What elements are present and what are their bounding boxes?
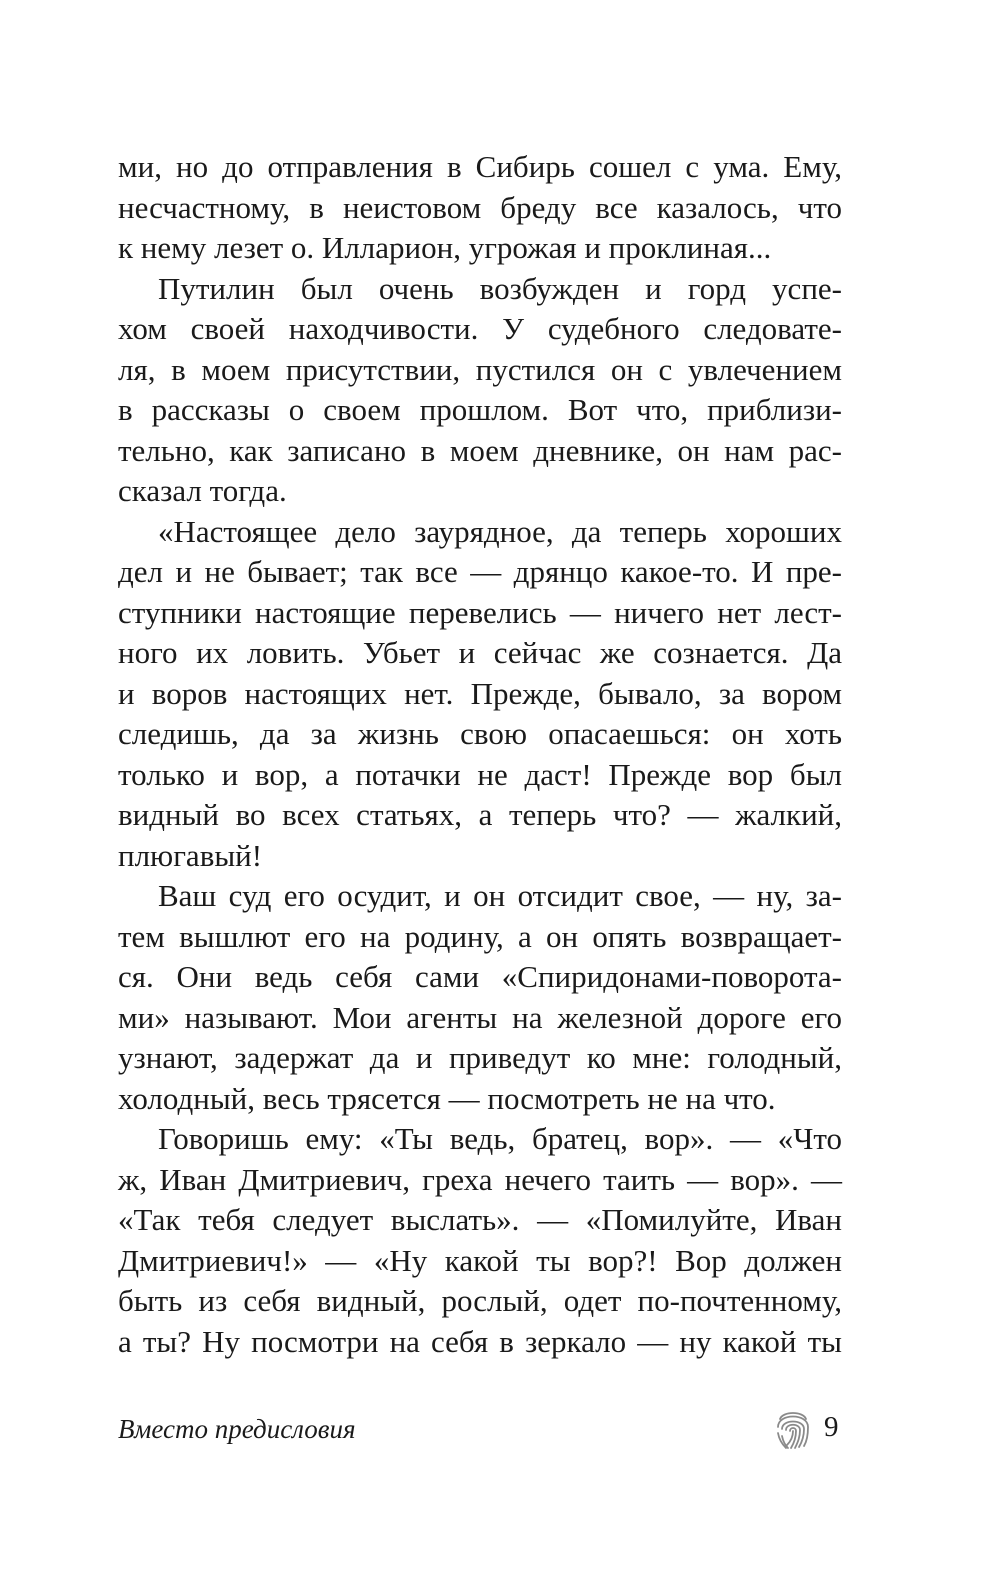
text-line: ся. Они ведь себя сами «Спиридонами-поворота- xyxy=(118,959,842,994)
text-line: ступники настоящие перевелись — ничего нет лест- xyxy=(118,594,842,630)
body-text xyxy=(118,147,842,1362)
text-line: хом своей находчивости. У судебного следовате- xyxy=(118,311,842,346)
page-number: 9 xyxy=(824,1411,839,1443)
text-line: ми, но до отправления в Сибирь сошел с ума. Ему, xyxy=(118,149,842,184)
fingerprint-icon xyxy=(774,1405,812,1451)
text-line: и воров настоящих нет. Прежде, бывало, за вором xyxy=(118,675,842,711)
text-line: ж, Иван Дмитриевич, греха нечего таить — вор». — xyxy=(118,1161,842,1197)
text-line: к нему лезет о. Илларион, угрожая и проклиная... xyxy=(118,230,772,265)
text-line: видный во всех статьях, а теперь что? — жалкий, xyxy=(118,797,842,832)
text-line: следишь, да за жизнь свою опасаешься: он хоть xyxy=(118,716,842,751)
text-line: Ваш суд его осудит, и он отсидит свое, — ну, за- xyxy=(158,878,842,913)
text-line: только и вор, а потачки не даст! Прежде вор был xyxy=(118,756,842,792)
text-line: Путилин был очень возбужден и горд успе- xyxy=(158,270,842,306)
text-line: ми» называют. Мои агенты на железной дороге его xyxy=(118,999,842,1035)
text-line: тельно, как записано в моем дневнике, он нам рас- xyxy=(118,432,842,468)
text-line: тем вышлют его на родину, а он опять возвращает- xyxy=(118,918,842,954)
text-line: узнают, задержат да и приведут ко мне: голодный, xyxy=(118,1040,842,1075)
text-line: несчастному, в неистовом бреду все казалось, что xyxy=(118,189,842,225)
text-line: холодный, весь трясется — посмотреть не на что. xyxy=(118,1080,776,1116)
text-line: ного их ловить. Убьет и сейчас же сознается. Да xyxy=(118,635,842,670)
text-line: ля, в моем присутствии, пустился он с увлечением xyxy=(118,351,842,387)
text-line: «Настоящее дело заурядное, да теперь хороших xyxy=(158,513,842,549)
text-line: а ты? Ну посмотри на себя в зеркало — ну какой ты xyxy=(118,1323,842,1359)
text-line: плюгавый! xyxy=(118,837,263,873)
text-line: Говоришь ему: «Ты ведь, братец, вор». — «Что xyxy=(158,1121,842,1156)
text-line: Дмитриевич!» — «Ну какой ты вор?! Вор должен xyxy=(118,1242,842,1278)
text-line: «Так тебя следует выслать». — «Помилуйте, Иван xyxy=(118,1202,842,1237)
text-line: сказал тогда. xyxy=(118,473,287,508)
text-line: дел и не бывает; так все — дрянцо какое-то. И пре- xyxy=(118,554,842,589)
text-line: быть из себя видный, рослый, одет по-почтенному, xyxy=(118,1283,842,1318)
text-line: в рассказы о своем прошлом. Вот что, приблизи- xyxy=(118,392,842,427)
running-footer-title: Вместо предисловия xyxy=(118,1414,356,1444)
